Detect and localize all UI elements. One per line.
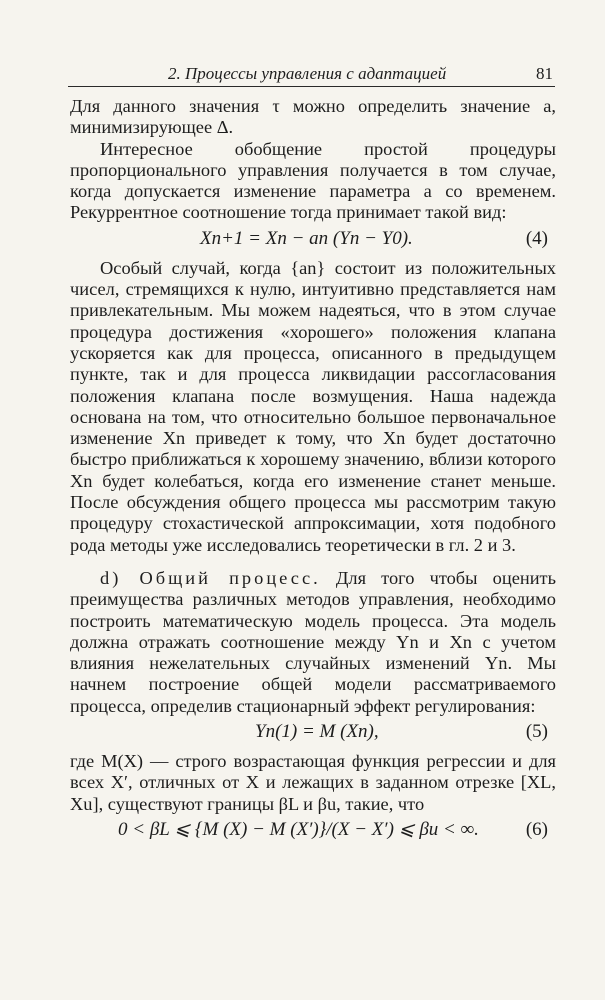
equation-6	[70, 819, 556, 841]
equation-5-formula: Yn(1) = M (Xn),	[255, 721, 379, 743]
paragraph-4-text: Для того чтобы оценить преимущества различных методов управления, необходимо построить математическую модель процесса. Эта модель должна отражать соотношение между Yn и Xn с учетом влияния нежелательных случайных изменений Yn. Мы начнем построение общей модели рассматриваемого процесса, определив стационарный эффект регулирования:	[70, 567, 556, 716]
paragraph-4	[70, 568, 556, 717]
equation-4-formula: Xn+1 = Xn − an (Yn − Y0).	[200, 227, 413, 249]
paragraph-1: Для данного значения τ можно определить значение a, минимизирующее Δ.	[70, 96, 556, 138]
equation-4	[70, 228, 556, 250]
running-header	[68, 64, 555, 87]
equation-6-number: (6)	[525, 818, 548, 840]
equation-5-number: (5)	[525, 721, 548, 743]
paragraph-5: где M(X) — строго возрастающая функция регрессии и для всех X′, отличных от X и лежащих в заданном отрезке [XL, Xu], существуют границы βL и βu, такие, что	[70, 751, 556, 814]
running-title: 2. Процессы управления с адаптацией	[168, 64, 447, 83]
equation-6-formula: 0 < βL ⩽ {M (X) − M (X′)}/(X − X′) ⩽ βu < ∞.	[118, 818, 479, 840]
section-d-label: d) Общий процесс.	[100, 567, 321, 588]
page-number: 81	[536, 64, 553, 83]
equation-4-number: (4)	[525, 227, 548, 249]
equation-5	[70, 721, 556, 743]
paragraph-2: Интересное обобщение простой процедуры пропорционального управления получается в том случае, когда допускается изменение параметра a со временем. Рекуррентное соотношение тогда принимает такой вид:	[70, 138, 556, 223]
page-body	[70, 96, 556, 849]
paragraph-3: Особый случай, когда {an} состоит из положительных чисел, стремящихся к нулю, интуитивно представляется нам привлекательным. Мы можем надеяться, что в этом случае процедура достижения «хорошего» положения клапана ускоряется как для процесса, описанного в предыдущем пункте, так и для процесса ликвидации рассогласования положения клапана после возмущения. Наша надежда основана на том, что относительно большое первоначальное изменение Xn приведет к тому, что Xn будет достаточно быстро приближаться к хорошему значению, вблизи которого Xn будет колебаться, когда его изменение станет меньше. После обсуждения общего процесса мы рассмотрим такую процедуру стохастической аппроксимации, хотя подобного рода методы уже исследовались теоретически в гл. 2 и 3.	[70, 257, 556, 555]
